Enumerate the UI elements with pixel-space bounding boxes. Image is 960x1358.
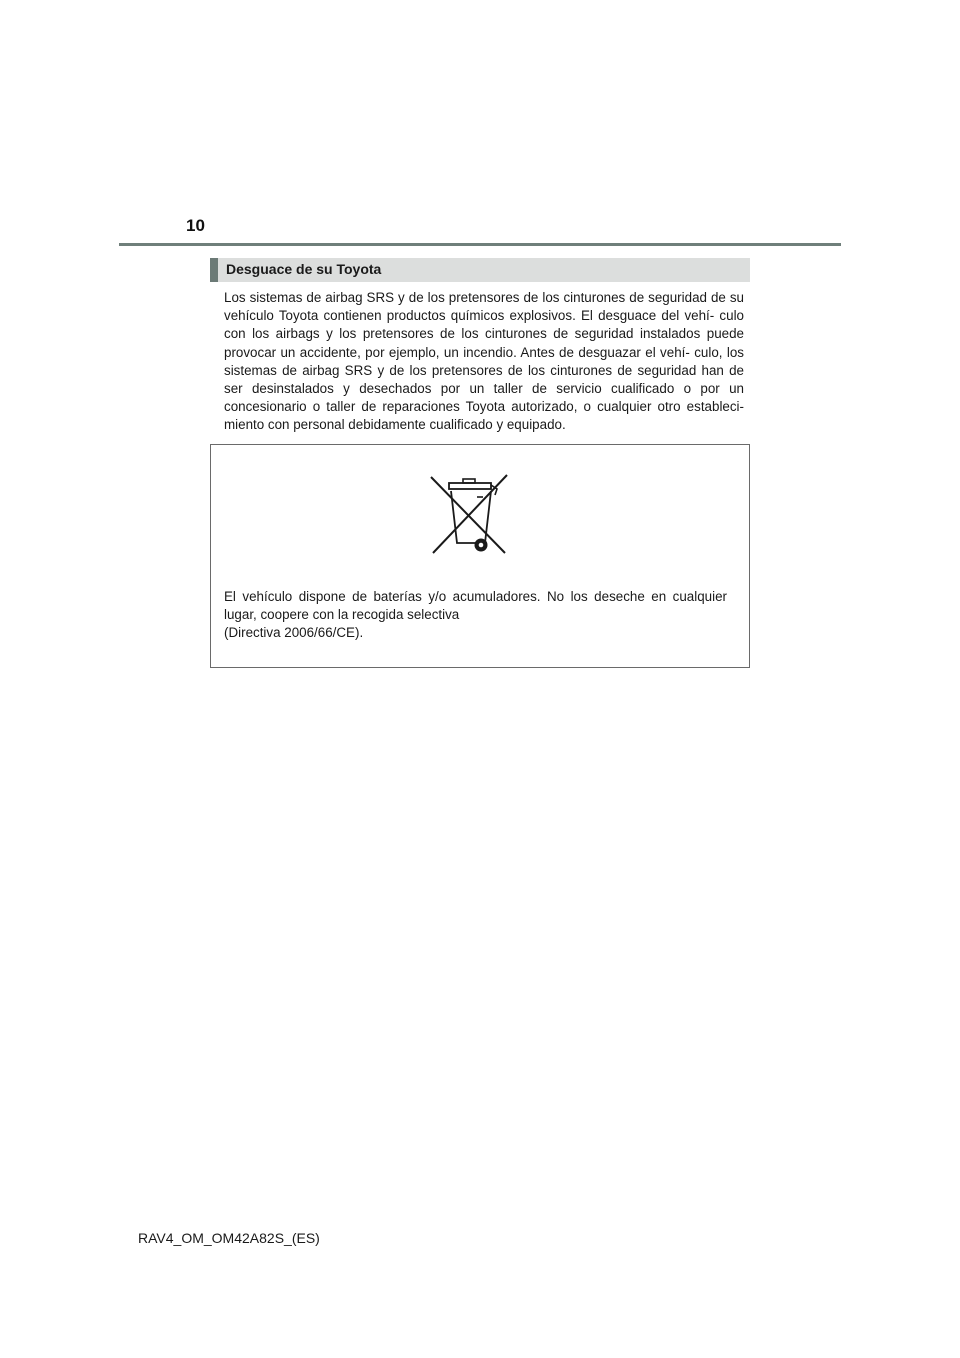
page-number: 10 — [186, 216, 205, 235]
section-body-text: Los sistemas de airbag SRS y de los pretensores de los cinturones de seguridad de su vehículo Toyota contienen productos químicos explosivos. El desguace del vehí- culo con los airbags y los pretensores de los cinturones de seguridad instalados puede provocar un accidente, por ejemplo, un incendio. Antes de desguazar el vehí- culo, los sistemas de airbag SRS y de los pretensores de los cinturones de seguridad han de ser desinstalados y desechados por un taller de servicio cualificado o por un concesionario o taller de reparaciones Toyota autorizado, o cualquier otro estableci- miento con personal debidamente cualificado y equipado. — [224, 290, 744, 433]
crossed-out-wheelie-bin-icon — [427, 471, 511, 557]
notice-line-2: lugar, coopere con la recogida selectiva — [224, 607, 460, 623]
section-heading-title: Desguace de su Toyota — [226, 261, 382, 277]
notice-line-1: El vehículo dispone de baterías y/o acumuladores. No los deseche en cualquier — [224, 589, 727, 604]
battery-disposal-notice — [210, 444, 750, 668]
footer-document-code: RAV4_OM_OM42A82S_(ES) — [138, 1230, 320, 1246]
section-heading — [210, 258, 750, 282]
notice-line-3: (Directiva 2006/66/CE). — [224, 625, 364, 641]
header-rule — [119, 243, 841, 246]
notice-text — [224, 588, 727, 643]
